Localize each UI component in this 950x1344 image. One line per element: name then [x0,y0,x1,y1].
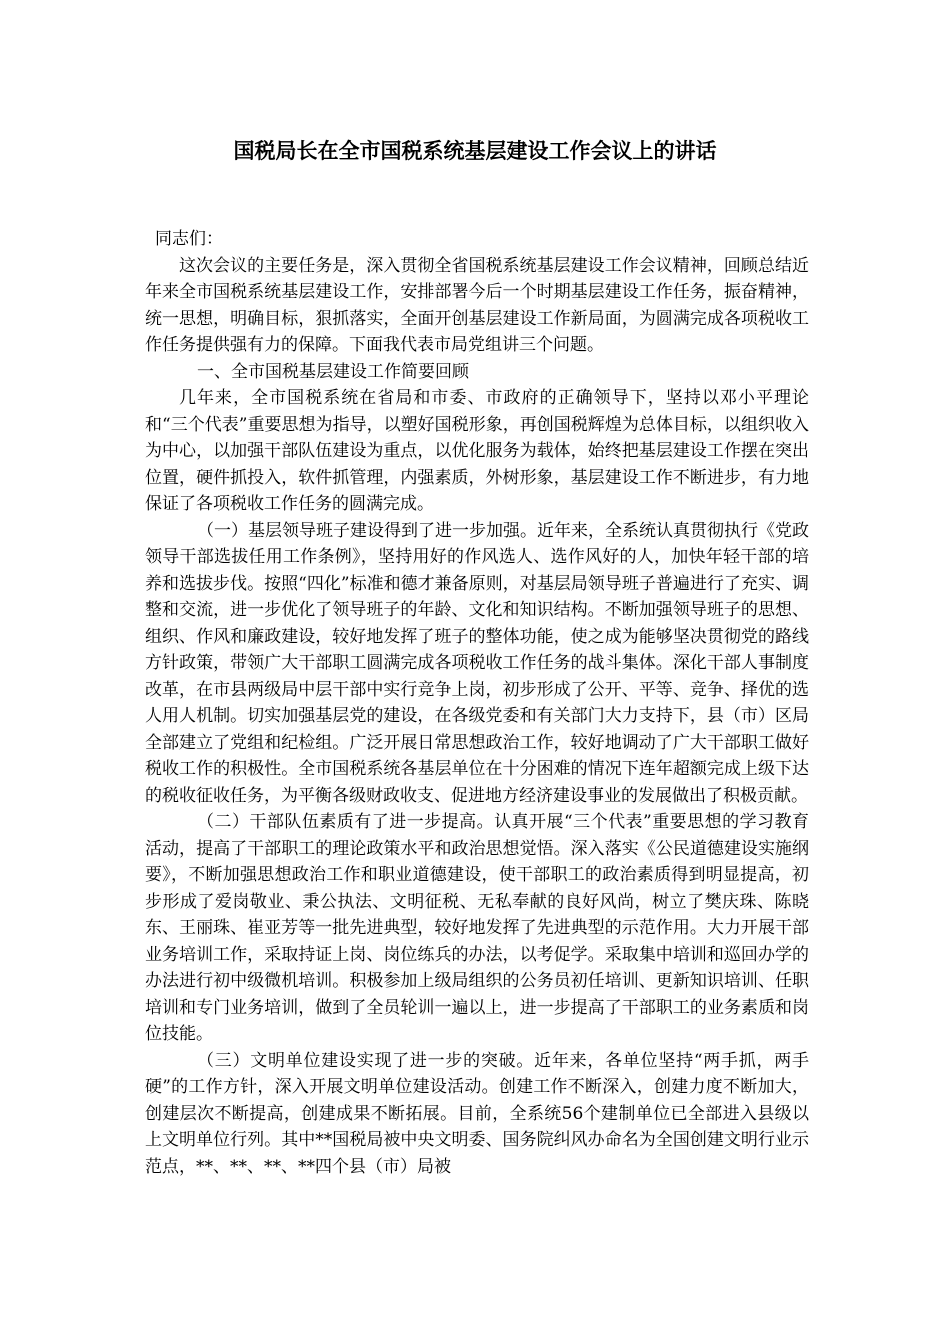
paragraph-review: 几年来，全市国税系统在省局和市委、市政府的正确领导下，坚持以邓小平理论和“三个代表”重要思想为指导，以塑好国税形象，再创国税辉煌为总体目标，以组织收入为中心，以加强干部队伍建设为重点，以优化服务为载体，始终把基层建设工作摆在突出位置，硬件抓投入，软件抓管理，内强素质，外树形象，基层建设工作不断进步，有力地保证了各项税收工作任务的圆满完成。 [145,388,809,514]
section-heading-1: 一、全市国税基层建设工作简要回顾 [197,361,469,382]
paragraph-subsection-1: （一）基层领导班子建设得到了进一步加强。近年来，全系统认真贯彻执行《党政领导干部选拔任用工作条例》，坚持用好的作风选人、选作风好的人，加快年轻干部的培养和选拔步伐。按照“四化”标准和德才兼备原则，对基层局领导班子普遍进行了充实、调整和交流，进一步优化了领导班子的年龄、文化和知识结构。不断加强领导班子的思想、组织、作风和廉政建设，较好地发挥了班子的整体功能，使之成为能够坚决贯彻党的路线方针政策，带领广大干部职工圆满完成各项税收工作任务的战斗集体。深化干部人事制度改革，在市县两级局中层干部中实行竞争上岗，初步形成了公开、平等、竞争、择优的选人用人机制。切实加强基层党的建设，在各级党委和有关部门大力支持下，县（市）区局全部建立了党组和纪检组。广泛开展日常思想政治工作，较好地调动了广大干部职工做好税收工作的积极性。全市国税系统各基层单位在十分困难的情况下连年超额完成上级下达的税收征收任务，为平衡各级财政收支、促进地方经济建设事业的发展做出了积极贡献。 [145,520,809,806]
salutation: 同志们： [155,229,223,249]
document-title: 国税局长在全市国税系统基层建设工作会议上的讲话 [233,139,717,163]
paragraph-subsection-2: （二）干部队伍素质有了进一步提高。认真开展“三个代表”重要思想的学习教育活动，提高了干部职工的理论政策水平和政治思想觉悟。深入落实《公民道德建设实施纲要》，不断加强思想政治工作和职业道德建设，使干部职工的政治素质得到明显提高，初步形成了爱岗敬业、秉公执法、文明征税、无私奉献的良好风尚，树立了樊庆珠、陈晓东、王丽珠、崔亚芳等一批先进典型，较好地发挥了先进典型的示范作用。大力开展干部业务培训工作，采取持证上岗、岗位练兵的办法，以考促学。采取集中培训和巡回办学的办法进行初中级微机培训。积极参加上级局组织的公务员初任培训、更新知识培训、任职培训和专门业务培训，做到了全员轮训一遍以上，进一步提高了干部职工的业务素质和岗位技能。 [145,812,809,1044]
paragraph-subsection-3: （三）文明单位建设实现了进一步的突破。近年来，各单位坚持“两手抓，两手硬”的工作方针，深入开展文明单位建设活动。创建工作不断深入，创建力度不断加大，创建层次不断提高，创建成果不断拓展。目前，全系统56个建制单位已全部进入县级以上文明单位行列。其中**国税局被中央文明委、国务院纠风办命名为全国创建文明行业示范点，**、**、**、**四个县（市）局被 [145,1050,809,1177]
document-body [145,226,809,1180]
paragraph-intro: 这次会议的主要任务是，深入贯彻全省国税系统基层建设工作会议精神，回顾总结近年来全市国税系统基层建设工作，安排部署今后一个时期基层建设工作任务，振奋精神，统一思想，明确目标，狠抓落实，全面开创基层建设工作新局面，为圆满完成各项税收工作任务提供强有力的保障。下面我代表市局党组讲三个问题。 [145,255,809,355]
